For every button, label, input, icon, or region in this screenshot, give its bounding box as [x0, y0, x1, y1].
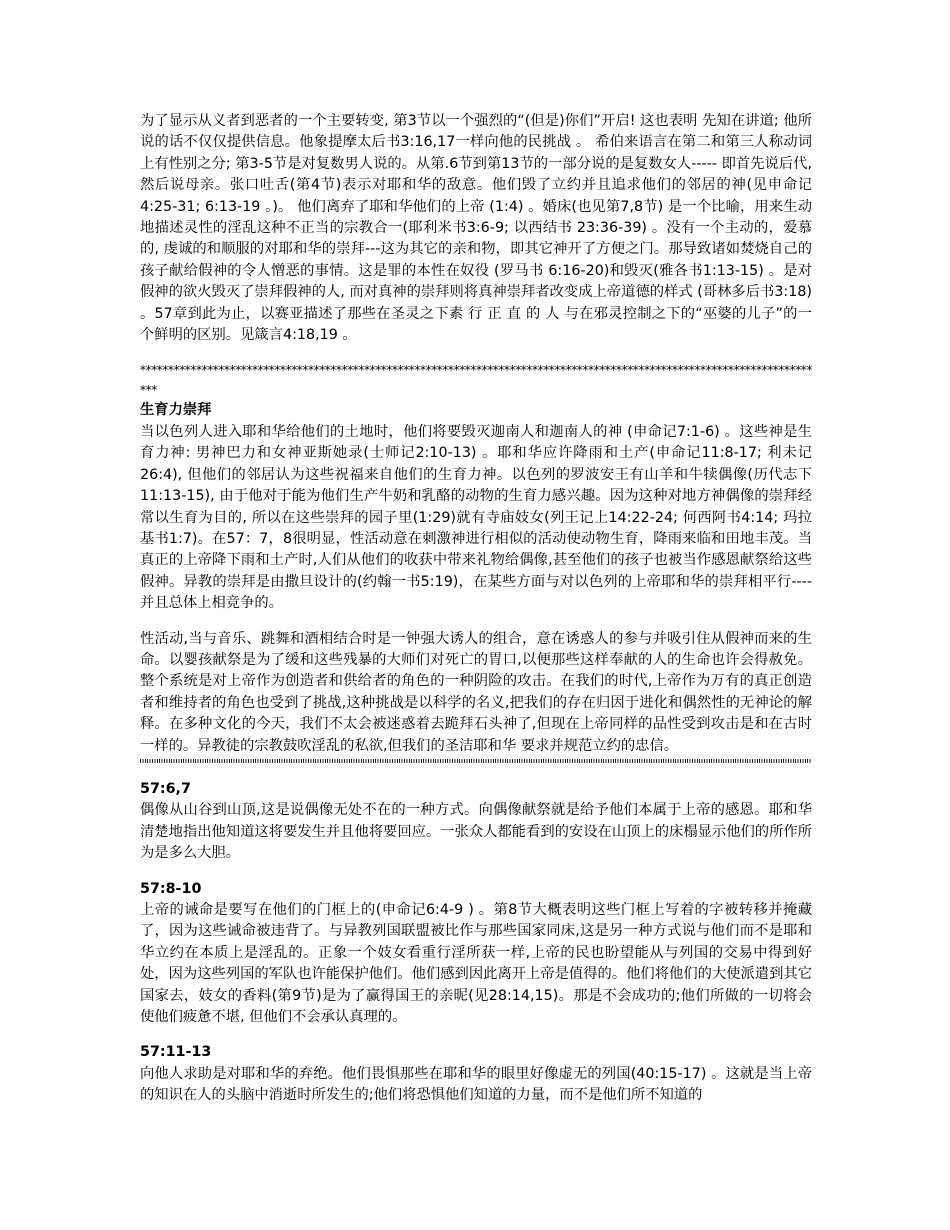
document-page [140, 111, 812, 1121]
section-57-6-7 [140, 779, 812, 865]
asterisk-separator: *************************************************************************************************************************** [140, 363, 813, 398]
fertility-heading: 生育力崇拜 [140, 402, 212, 419]
section-text: 偶像从山谷到山顶,这是说偶像无处不在的一种方式。向偶像献祭就是给予他们本属于上帝的感恩。耶和华清楚地指出他知道这将要发生并且他将要回应。一张众人都能看到的安设在山顶上的床榻显示他们的所作所为是多么大胆。 [140, 802, 812, 862]
fertility-paragraph-1: 当以色列人进入耶和华给他们的土地时，他们将要毁灭迦南人和迦南人的神 (申命记7:1-6) 。这些神是生育力神: 男神巴力和女神亚斯她录(士师记2:10-13) 。耶和华应许降雨和土产(申命记11:8-17; 利未记26:4), 但他们的邻居认为这些祝福来自他们的生育力神。以色列的罗波安王有山羊和牛犊偶像(历代志下11:13-15), 由于他对于能为他们生产牛奶和乳酪的动物的生育力感兴趣。因为这种对地方神偶像的崇拜经常以生育为目的, 所以在这些崇拜的园子里(1:29)就有寺庙妓女(列王记上14:22-24; 何西阿书4:14; 玛拉基书1:7)。在57：7，8很明显，性活动意在刺激神进行相似的活动使动物生育，降雨来临和田地丰茂。当真正的上帝降下雨和土产时,人们从他们的收获中带来礼物给偶像,甚至他们的孩子也被当作感恩献祭给这些假神。异教的崇拜是由撒旦设计的(约翰一书5:19)，在某些方面与对以色列的上帝耶和华的崇拜相平行---- 并且总体上相竞争的。 [140, 423, 812, 612]
separator-rule [140, 759, 812, 763]
section-ref: 57:6,7 [140, 780, 191, 797]
section-text: 向他人求助是对耶和华的弃绝。他们畏惧那些在耶和华的眼里好像虚无的列国(40:15-17) 。这就是当上帝的知识在人的头脑中消逝时所发生的;他们将恐惧他们知道的力量，而不是他们所不知道的 [140, 1065, 812, 1104]
intro-paragraph: 为了显示从义者到恶者的一个主要转变, 第3节以一个强烈的“(但是)你们”开启! 这也表明 先知在讲道; 他所说的话不仅仅提供信息。他象提摩太后书3:16,17一样向他的民挑战 。 希伯来语言在第二和第三人称动词上有性别之分; 第3-5节是对复数男人说的。从第.6节到第13节的一部分说的是复数女人----- 即首先说后代, 然后说母亲。张口吐舌(第4节)表示对耶和华的敌意。他们毁了立约并且追求他们的邻居的神(见申命记4:25-31; 6:13-19 。)。 他们离弃了耶和华他们的上帝 (1:4) 。婚床(也见第7,8节) 是一个比喻，用来生动地描述灵性的淫乱这种不正当的宗教合一(耶利米书3:6-9; 以西结书 23:36-39) 。没有一个主动的，爱慕的, 虔诚的和顺服的对耶和华的崇拜---这为其它的亲和物，即其它神开了方便之门。那导致诸如焚烧自己的孩子献给假神的令人憎恶的事情。这是罪的本性在奴役 (罗马书 6:16-20)和毁灭(雅各书1:13-15) 。是对假神的欲火毁灭了崇拜假神的人, 而对真神的崇拜则将真神崇拜者改变成上帝道德的样式 (哥林多后书3:18) 。57章到此为止，以赛亚描述了那些在圣灵之下素 行 正 直 的 人 与在邪灵控制之下的“巫婆的儿子”的一个鲜明的区别。见箴言4:18,19 。 [140, 113, 812, 344]
section-57-8-10 [140, 879, 812, 1029]
section-ref: 57:11-13 [140, 1044, 212, 1061]
section-text: 上帝的诫命是要写在他们的门框上的(申命记6:4-9 ) 。第8节大概表明这些门框上写着的字被转移并掩藏了，因为这些诫命被违背了。与异教列国联盟被比作与那些国家同床,这是另一种方式说与他们而不是耶和华立约在本质上是淫乱的。正象一个妓女看重行淫所获一样,上帝的民也盼望能从与列国的交易中得到好处，因为这些列国的军队也许能保护他们。他们感到因此离开上帝是值得的。他们将他们的大使派遣到其它国家去，妓女的香料(第9节)是为了赢得国王的亲昵(见28:14,15)。那是不会成功的;他们所做的一切将会使他们疲惫不堪, 但他们不会承认真理的。 [140, 902, 812, 1026]
section-57-11-13 [140, 1042, 812, 1106]
section-ref: 57:8-10 [140, 880, 202, 897]
fertility-paragraph-2: 性活动,当与音乐、跳舞和酒相结合时是一钟强大诱人的组合，意在诱惑人的参与并吸引住从假神而来的生命。以婴孩献祭是为了缓和这些残暴的大师们对死亡的胃口,以便那些这样奉献的人的生命也许会得赦免。整个系统是对上帝作为创造者和供给者的角色的一种阴险的攻击。在我们的时代,上帝作为万有的真正创造者和维持者的角色也受到了挑战,这种挑战是以科学的名义,把我们的存在归因于进化和偶然性的无神论的解释。在多种文化的今天，我们不太会被迷惑着去跪拜石头神了,但现在上帝同样的品性受到攻击是和在古时一样的。异教徒的宗教鼓吹淫乱的私欲,但我们的圣洁耶和华 要求并规范立约的忠信。 [140, 630, 812, 754]
